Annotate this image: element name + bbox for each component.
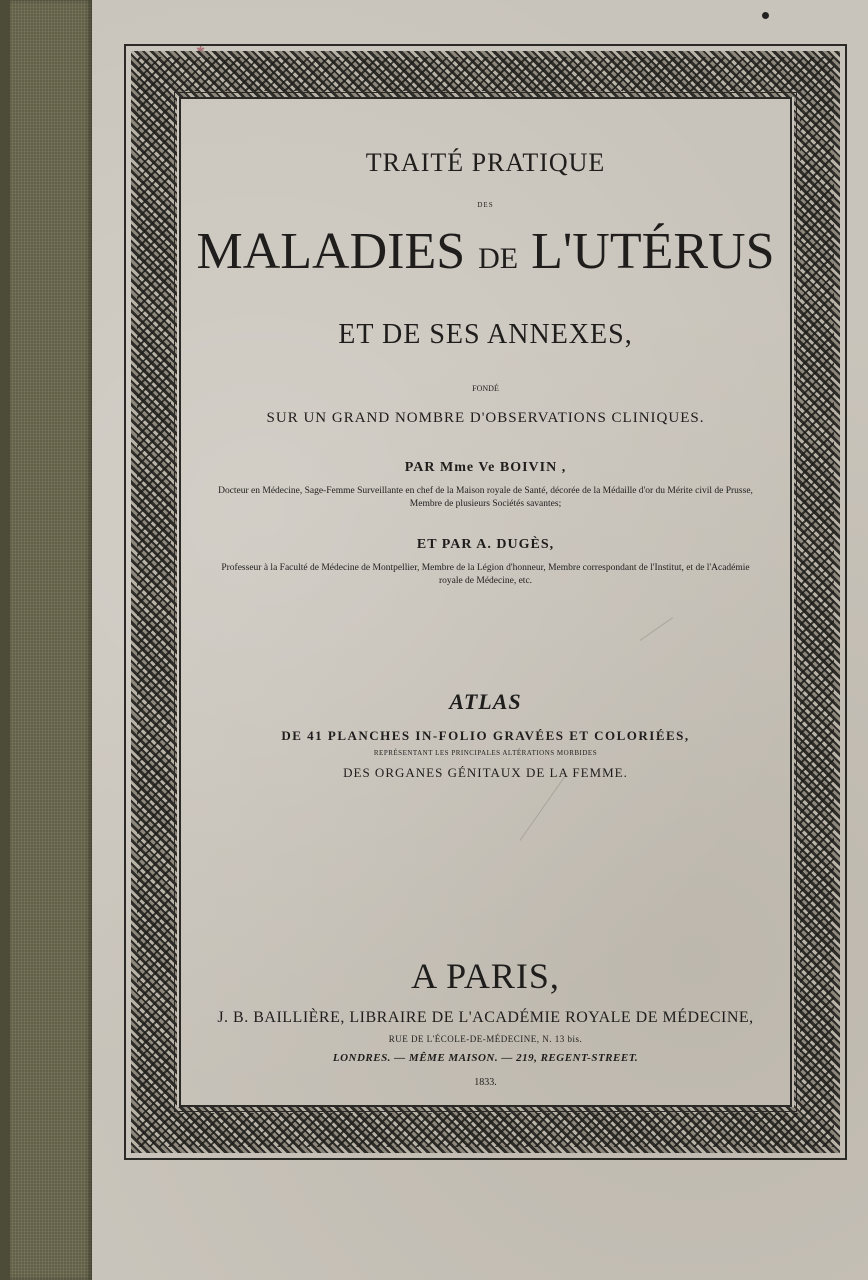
atlas-plates: DE 41 PLANCHES IN-FOLIO GRAVÉES ET COLORIÉES, bbox=[281, 728, 690, 743]
basis-line: SUR UN GRAND NOMBRE D'OBSERVATIONS CLINIQUES. bbox=[266, 410, 705, 426]
main-title-part2: L'UTÉRUS bbox=[531, 223, 775, 280]
main-title-part1: MALADIES bbox=[196, 223, 466, 280]
series-title: TRAITÉ PRATIQUE bbox=[365, 148, 606, 177]
imprint-publisher: J. B. BAILLIÈRE, LIBRAIRE DE L'ACADÉMIE ROYALE DE MÉDECINE, bbox=[217, 1009, 754, 1026]
connector-des: DES bbox=[477, 201, 494, 209]
spine-edge bbox=[0, 0, 10, 1280]
main-title bbox=[183, 222, 788, 281]
atlas-represent: REPRÉSENTANT LES PRINCIPALES ALTÉRATIONS MORBIDES bbox=[373, 749, 598, 757]
atlas-organs: DES ORGANES GÉNITAUX DE LA FEMME. bbox=[343, 765, 628, 780]
fonde-label: FONDÉ bbox=[472, 384, 499, 393]
imprint-city: A PARIS, bbox=[411, 956, 560, 996]
imprint-address: RUE DE L'ÉCOLE-DE-MÉDECINE, N. 13 bis. bbox=[388, 1034, 583, 1044]
subtitle: ET DE SES ANNEXES, bbox=[338, 319, 633, 350]
author-boivin-credentials: Docteur en Médecine, Sage-Femme Surveillante en chef de la Maison royale de Santé, décorée de la Médaille d'or du Mérite civil de Prusse, Membre de plusieurs Sociétés savantes; bbox=[218, 486, 753, 509]
ink-stamp-mark: ✱ bbox=[196, 44, 206, 57]
author-duges: ET PAR A. DUGÈS, bbox=[416, 537, 555, 552]
cloth-spine bbox=[0, 0, 92, 1280]
atlas-title: ATLAS bbox=[449, 689, 522, 714]
main-title-de: DE bbox=[478, 242, 519, 275]
imprint-london: LONDRES. — MÊME MAISON. — 219, REGENT-STREET. bbox=[332, 1052, 639, 1064]
author-boivin: PAR Mme Ve BOIVIN , bbox=[404, 460, 567, 475]
pin-hole bbox=[762, 12, 769, 19]
author-duges-credentials: Professeur à la Faculté de Médecine de Montpellier, Membre de la Légion d'honneur, Membre correspondant de l'Institut, et de l'Académie royale de Médecine, etc. bbox=[221, 563, 750, 586]
imprint-year: 1833. bbox=[474, 1077, 497, 1088]
